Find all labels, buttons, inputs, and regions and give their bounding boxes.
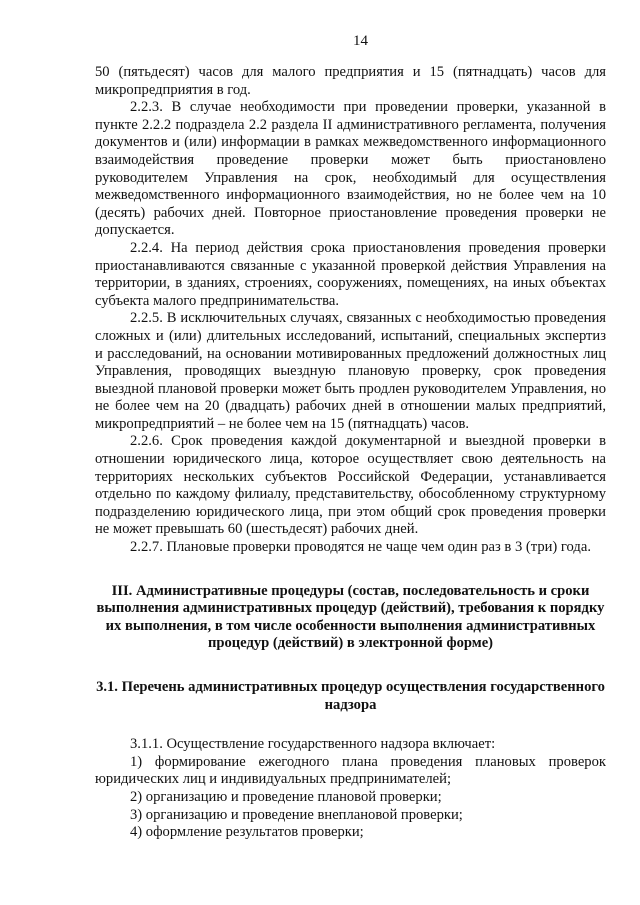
list-item: 3) организацию и проведение внеплановой проверки;	[130, 806, 463, 823]
paragraph-continuation: 50 (пятьдесят) часов для малого предприятия и 15 (пятнадцать) часов для микропредприятия в год.	[95, 64, 606, 98]
paragraph-2-2-3: 2.2.3. В случае необходимости при проведении проверки, указанной в пункте 2.2.2 подраздела 2.2 раздела II административного регламента, получения документов и (или) информации в рамках межведомственного информационного взаимодействия проведение проверки может быть приостановлено руководителем Управления на срок, необходимый для осуществления межведомственного информационного взаимодействия, но не более чем на 10 (десять) рабочих дней. Повторное приостановление проведения проверки не допускается.	[95, 99, 606, 239]
paragraph-2-2-5: 2.2.5. В исключительных случаях, связанных с необходимостью проведения сложных и (или) длительных исследований, испытаний, специальных экспертиз и расследований, на основании мотивированных предложений должностных лиц Управления, проводящих выездную плановую проверку, срок проведения выездной плановой проверки может быть продлен руководителем Управления, но не более чем на 20 (двадцать) рабочих дней в отношении малых предприятий, микропредприятий – не более чем на 15 (пятнадцать) часов.	[95, 310, 606, 432]
sub-heading: 3.1. Перечень административных процедур осуществления государственного надзора	[96, 679, 605, 713]
procedures-list	[95, 736, 606, 842]
list-item: 4) оформление результатов проверки;	[130, 824, 364, 841]
list-item: 2) организацию и проведение плановой проверки;	[130, 788, 442, 805]
list-intro: 3.1.1. Осуществление государственного надзора включает:	[130, 736, 496, 753]
section-heading: III. Административные процедуры (состав, последовательность и сроки выполнения административных процедур (действий), требования к порядку их выполнения, в том числе особенности выполнения административных процедур (действий) в электронной форме)	[96, 582, 605, 652]
page-number: 14	[353, 33, 368, 49]
paragraph-2-2-7: 2.2.7. Плановые проверки проводятся не чаще чем один раз в 3 (три) года.	[130, 539, 591, 556]
paragraph-2-2-6: 2.2.6. Срок проведения каждой документарной и выездной проверки в отношении юридического лица, которое осуществляет свою деятельность на территориях нескольких субъектов Российской Федерации, устанавливается отдельно по каждому филиалу, представительству, обособленному структурному подразделению юридического лица, при этом общий срок проведения проверки не может превышать 60 (шестьдесят) рабочих дней.	[95, 433, 606, 538]
body-text	[95, 64, 606, 842]
paragraph-2-2-4: 2.2.4. На период действия срока приостановления проведения проверки приостанавливаются связанные с указанной проверкой действия Управления на территории, в зданиях, строениях, сооружениях, помещениях, на иных объектах субъекта малого предпринимательства.	[95, 239, 606, 309]
list-item: 1) формирование ежегодного плана проведения плановых проверок юридических лиц и индивидуальных предпринимателей;	[95, 753, 606, 788]
